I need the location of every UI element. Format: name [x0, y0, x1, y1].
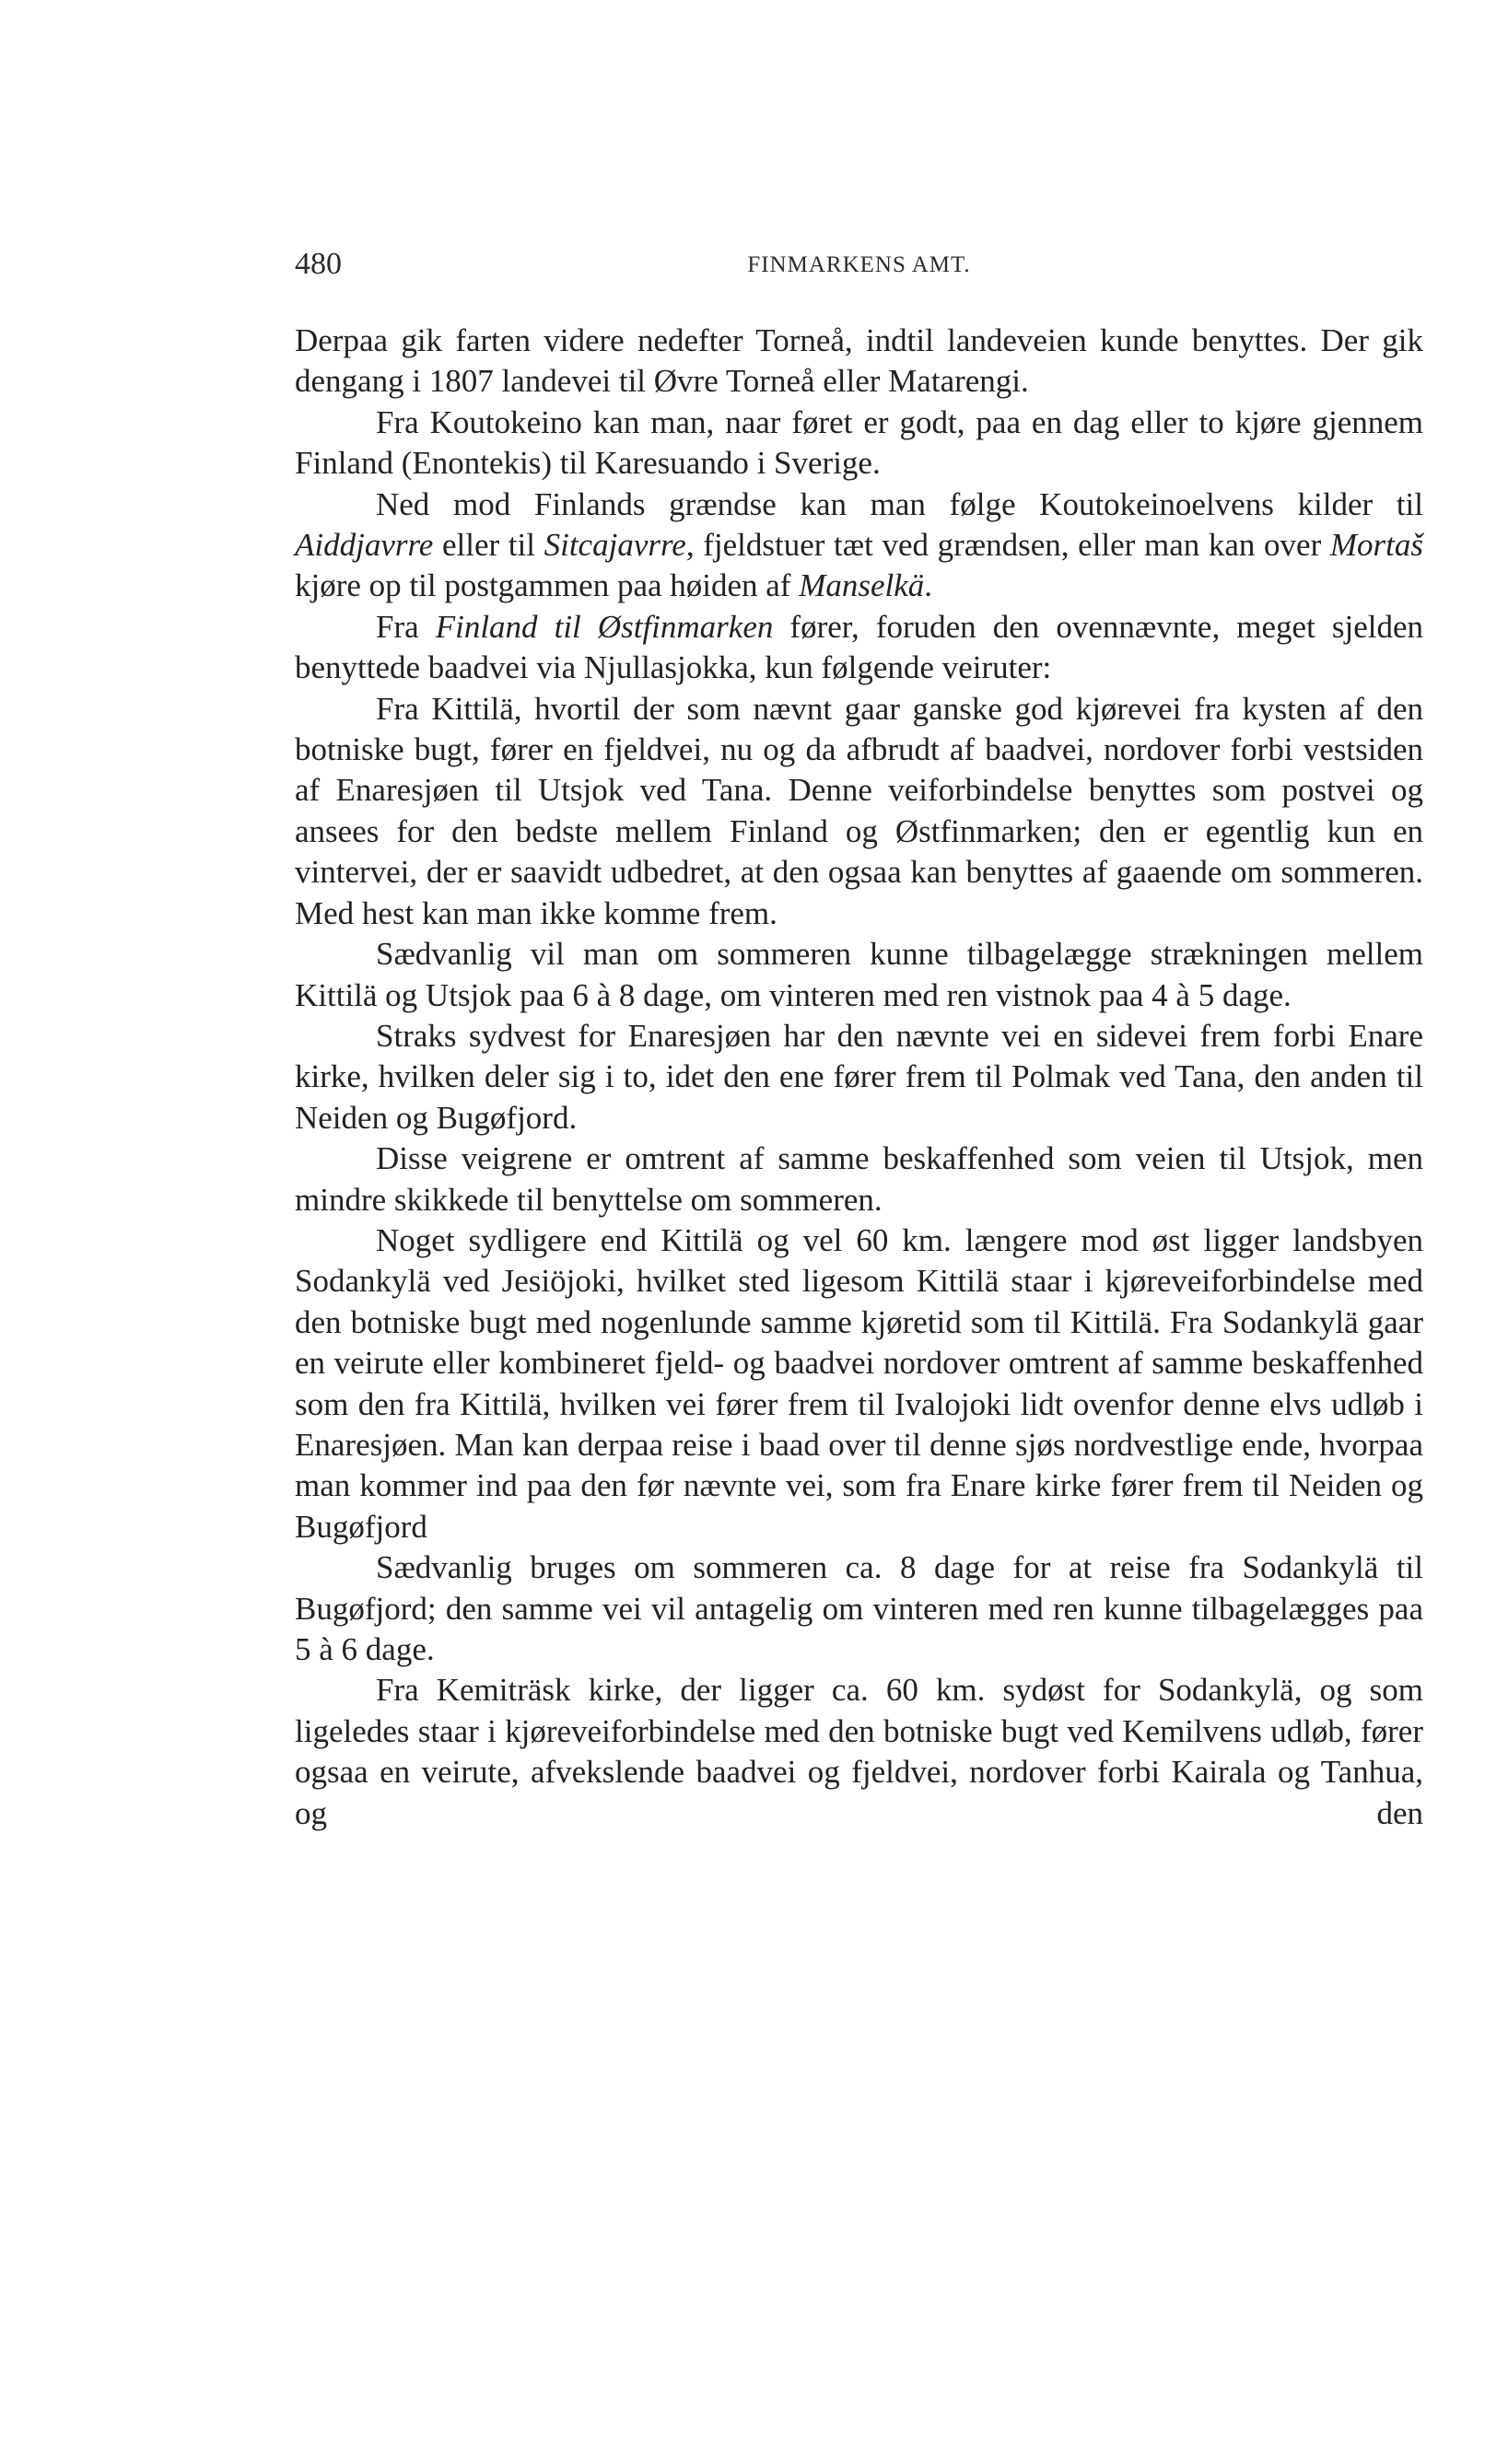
text-run: , fjeldstuer tæt ved grændsen, eller man kan over [685, 527, 1330, 564]
paragraph-travel-time: Sædvanlig vil man om sommeren kunne tilbagelægge strækningen mellem Kittilä og Utsjok paa 6 à 8 dage, om vinteren med ren vistnok paa 4 à 5 dage. [295, 936, 1423, 1013]
text-run: Ned mod Finlands grændse kan man følge Koutokeinoelvens kilder til [376, 485, 1423, 522]
section-heading-italic: Finland til Østfinmarken [435, 608, 774, 645]
paragraph-sodankyla: Noget sydligere end Kittilä og vel 60 km. længere mod øst ligger landsbyen Sodankylä ved Jesiöjoki, hvilket sted ligesom Kittilä staar i kjøreveiforbindelse med den botniske bugt med nogenlunde samme kjøretid som til Kittilä. Fra Sodankylä gaar en veirute eller kombineret fjeld- og baadvei nordover omtrent af samme beskaffenhed som den fra Kittilä, hvilken vei fører frem til Ivalojoki lidt ovenfor denne elvs udløb i Enaresjøen. Man kan derpaa reise i baad over til denne sjøs nordvestlige ende, hvorpaa man kommer ind paa den før nævnte vei, som fra Enare kirke fører frem til Neiden og Bugøfjord [295, 1221, 1423, 1545]
text-body [295, 321, 1423, 1834]
text-run: eller til [433, 527, 544, 564]
paragraph-kemitrask: Fra Kemiträsk kirke, der ligger ca. 60 km. sydøst for Sodankylä, og som ligeledes staar i kjøreveiforbindelse med den botniske bugt ved Kemilvens udløb, fører ogsaa en veirute, afvekslende baadvei og fjeldvei, nordover forbi Kairala og Tanhua, og den [295, 1672, 1423, 1831]
place-name-aiddjavrre: Aiddjavrre [295, 527, 434, 564]
paragraph-veigrene: Disse veigrene er omtrent af samme beskaffenhed som veien til Utsjok, men mindre skikkede til benyttelse om sommeren. [295, 1140, 1423, 1218]
text-run: . [924, 567, 933, 604]
page-header [295, 247, 1423, 291]
page-number: 480 [295, 247, 342, 281]
paragraph-kittila-route: Fra Kittilä, hvortil der som nævnt gaar ganske god kjørevei fra kysten af den botniske bugt, fører en fjeldvei, nu og da afbrudt af baadvei, nordover forbi vestsiden af Enaresjøen til Utsjok ved Tana. Denne veiforbindelse benyttes som postvei og ansees for den bedste mellem Finland og Østfinmarken; den er egentlig kun en vintervei, der er saavidt udbedret, at den ogsaa kan benyttes af gaaende om sommeren. Med hest kan man ikke komme frem. [295, 690, 1423, 931]
place-name-manselka: Manselkä [799, 567, 925, 604]
place-name-sitcajavrre: Sitcajavrre [544, 527, 686, 564]
running-title: FINMARKENS AMT. [747, 252, 971, 277]
paragraph-sodankyla-time: Sædvanlig bruges om sommeren ca. 8 dage for at reise fra Sodankylä til Bugøfjord; den samme vei vil antagelig om vinteren med ren kunne tilbagelægges paa 5 à 6 dage. [295, 1549, 1423, 1667]
paragraph-koutokeino-route: Fra Koutokeino kan man, naar føret er godt, paa en dag eller to kjøre gjennem Finland (Enontekis) til Karesuando i Sverige. [295, 403, 1423, 482]
place-name-mortas: Mortaš [1329, 527, 1423, 564]
paragraph-torneaa: Derpaa gik farten videre nedefter Torneå, indtil landeveien kunde benyttes. Der gik dengang i 1807 landevei til Øvre Torneå eller Matarengi. [295, 322, 1423, 400]
paragraph-finlands-graendse [295, 485, 1423, 607]
paragraph-finland-til-ostfinmarken [295, 607, 1423, 689]
text-run: Fra [376, 608, 436, 645]
text-run: fører, foruden den ovennævnte, meget sjelden benyttede baadvei via Njullasjokka, kun følgende veiruter: [295, 608, 1423, 686]
text-run: kjøre op til postgammen paa høiden af [295, 567, 800, 604]
paragraph-sidevei: Straks sydvest for Enaresjøen har den nævnte vei en sidevei frem forbi Enare kirke, hvilken deler sig i to, idet den ene fører frem til Polmak ved Tana, den anden til Neiden og Bugøfjord. [295, 1017, 1423, 1136]
